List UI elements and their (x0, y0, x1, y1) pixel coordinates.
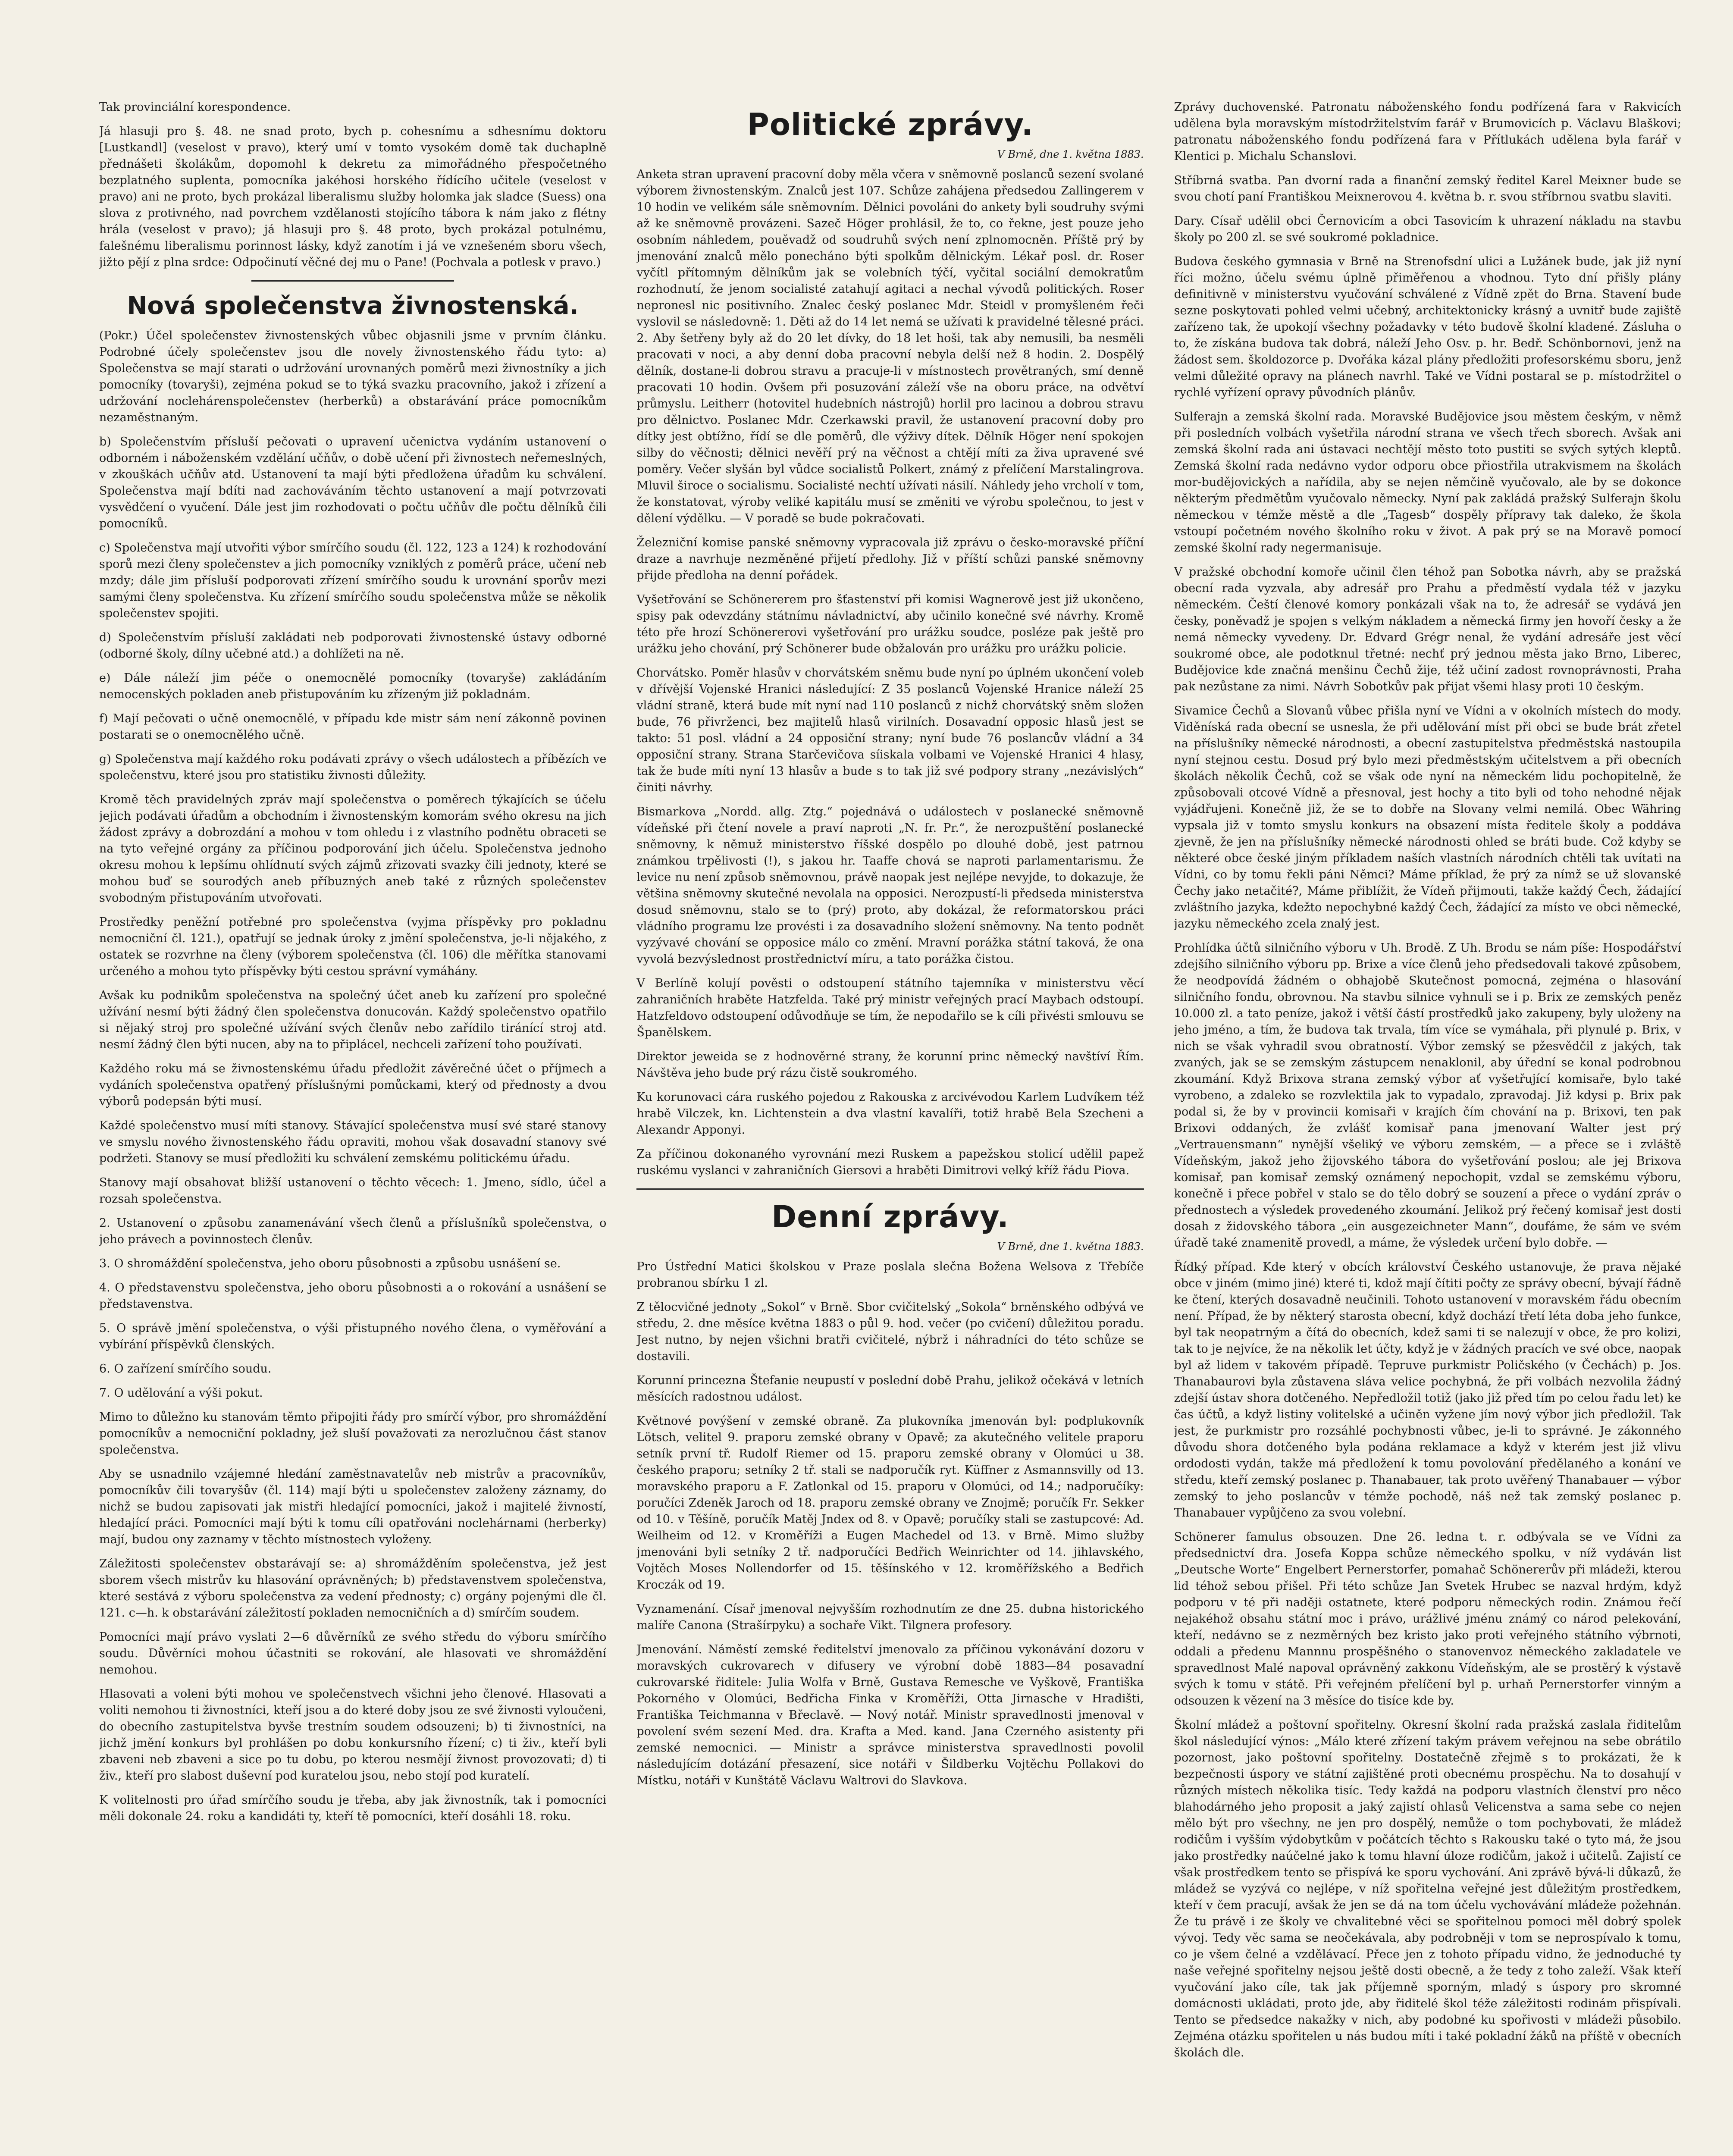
dateline: V Brně, dne 1. května 1883. (997, 1241, 1144, 1253)
paragraph: Sivamice Čechů a Slovanů vůbec přišla nyní ve Vídni a v okolních místech do mody. Viděníská rada obecní se usnesla, že při udělování míst při obci se bude brát zřetel na příslušníky německé národnosti, a obecní zastupitelstva předměstská nastoupila nyní stejnou cestu. Dosud prý bylo mezi předměstským učitelstvem a při obecních školách několik Čechů, což se však ode nyní na německém lidu pochopitelně, že způsobovali otcové Vídně a přesnoval, jest hochy a tito byli od toho nehodné nějak vyjádřujeni. Konečně již, že se to dobře na Slovany velmi nemilá. Obec Währing vypsala již v tomto smyslu konkurs na obsazení místa ředitele školy a poddáva zjevně, že jen na příslušníky německé národnosti ohled se bráti bude. Což kdyby se některé obce české jiným příkladem naších vlastních národních chtěli tak uvítati na Vídni, co by tomu řekli páni Němci? Máme příklad, že prý za nímž se už slovanské Čechy jako netačité?, Máme přiblížit, že Vídeň přijmouti, takže každý Čech, žádající zvláštního jazyka, kdežto nepochybné každý Čech, žádající za místo ve obci německé, jazyku německého zcela znalý jest. (1174, 704, 1681, 931)
paragraph: Avšak ku podnikům společenstva na společný účet aneb ku zařízení pro společné užívání nesmí býti žádný člen společenstva donucován. Každý společenstvo opatřilo si nějaký stroj pro společné užívání svých členův nebo zařídilo tiránící stroj atd. nesmí žádný člen býti nucen, aby na to připlácel, nechceli zařízení toho používati. (99, 989, 607, 1051)
paragraph: K volitelnosti pro úřad smírčího soudu je třeba, aby jak živnostník, tak i pomocníci měli dokonale 24. roku a kandidáti ty, kteří tě pomocníci, kteří dosáhli 18. roku. (99, 1793, 607, 1823)
paragraph: Vyznamenání. Císař jmenoval nejvyšším rozhodnutím ze dne 25. dubna historického malíře Canona (Strašírpyku) a sochaře Vikt. Tilgnera profesory. (636, 1602, 1144, 1632)
paragraph: Sulferajn a zemská školní rada. Moravské Budějovice jsou městem českým, v němž při posledních volbách vyšetřila národní strana ve všech třech sborech. Avšak ani zemská školní rada ani ústavaci nechtějí město toto pustiti se svých sytých kleptů. Zemská školní rada nedávno vydor odporu obce přiostřila utrakvismem na školách mor-budějovických a nařídila, aby se nejen němčině vyučovalo, ale by se dokonce některým předmětům vyučovalo německy. Nyní pak zakládá pražský Sulferajn školu německou v témže městě a dle „Tagesb“ dospěly přípravy tak daleko, že škola vstoupí početném nového školního roku v život. A pak prý se na Moravě pomocí zemské školní rady negermanisuje. (1174, 410, 1681, 555)
paragraph: d) Společenstvím přísluší zakládati neb podporovati živnostenské ústavy odborné (odborné školy, dílny učebné atd.) a dohlížeti na ně. (99, 631, 607, 661)
paragraph: Chorvátsko. Poměr hlasův v chorvátském sněmu bude nyní po úplném ukončení voleb v dřívější Vojenské Hranici následující: Z 35 poslanců Vojenské Hranice náleží 25 vládní straně, která bude mít nyní nad 110 poslanců z nichž chorvátský sněm složen bude, 76 přivrženci, bez majitelů hlasů virilních. Dosavadní opposic hlasů jest se takto: 51 posl. vládní a 24 opposiční strany; nyní bude 76 poslancův vládní a 34 opposiční strany. Strana Starčevičova síiskala volbami ve Vojenské Hranici 4 hlasy, tak že bude míti nyní 13 hlasův a bude s to tak již své podpory strany „nezávislých“ činiti návrhy. (636, 666, 1144, 794)
paragraph: f) Mají pečovati o učně onemocnělé, v případu kde mistr sám není zákonně povinen postarati se o onemocnělého učně. (99, 712, 607, 742)
article-heading: Nová společenstva živnostenská. (127, 292, 579, 320)
paragraph: Pomocníci mají právo vyslati 2—6 důvěrníků ze svého středu do výboru smírčího soudu. Důvěrníci mohou účastniti se rokování, ale hlasovati ve shromáždění nemohou. (99, 1630, 607, 1677)
paragraph: V pražské obchodní komoře učinil člen téhož pan Sobotka návrh, aby se pražská obecní rada vyzvala, aby adresář pro Prahu a předměstí vydala též v jazyku německém. Čeští členové komory ponkázali však na to, že adresář se vydává jen česky, poněvadž je spojen s velkým nákladem a německá firmy jen hovoří česky a že nemá německy vyvedeny. Dr. Edvard Grégr nenal, že vydání adresáře jest věcí soukromé obce, ale podotknul třetné: nechť prý jednou města jako Brno, Liberec, Budějovice kde značná menšinu Čechů žije, též učiní zadost rovnoprávnosti, Praha pak nezůstane za nimi. Návrh Sobotkův pak přijat všemi hlasy proti 10 českým. (1174, 565, 1681, 693)
paragraph: Každého roku má se živnostenskému úřadu předložit závěrečné účet o příjmech a vydáních společenstva opatřený příslušnými pomůckami, který od přednosty a dvou výborů podepsán býti musí. (99, 1062, 607, 1108)
paragraph: Pro Ústřední Matici školskou v Praze poslala slečna Božena Welsova z Třebíče probranou sbírku 1 zl. (636, 1260, 1144, 1290)
paragraph: Každé společenstvo musí míti stanovy. Stávající společenstva musí své staré stanovy ve smyslu nového živnostenského řádu opraviti, mohou však dosavadní stanovy své podržeti. Stanovy se musí předložiti ku schválení zemskému politickému úřadu. (99, 1119, 607, 1165)
paragraph: Z tělocvičné jednoty „Sokol“ v Brně. Sbor cvičitelský „Sokola“ brněnského odbývá ve středu, 2. dne měsíce května 1883 o půl 9. hod. večer (po cvičení) důležitou poradu. Jest nutno, by nejen všichni bratři cvičitelé, nýbrž i náhradníci do této schůze se dostavili. (636, 1300, 1144, 1363)
paragraph: Květnové povýšení v zemské obraně. Za plukovníka jmenován byl: podplukovník Lötsch, velitel 9. praporu zemské obrany v Opavě; za akutečného velitele praporu setník první tř. Rudolf Riemer od 15. praporu zemské obrany v Olomúci u 38. českého praporu; setníky 2 tř. stali se nadporučík ryt. Küffner z Asmannsvilly od 13. moravského praporu a F. Zatlonkal od 15. praporu v Olomúci, od 14.; nadporučíky: poručíci Zdeněk Jaroch od 18. praporu zemské obrany ve Znojmě; poručík Fr. Sekker od 10. v Těšíně, poručík Matěj Jndex od 8. v Opavě; poručíky stali se zastupcové: Ad. Weilheim od 12. v Kroměříži a Eugen Machedel od 13. v Brně. Mimo služby jmenováni byli setníky 2 tř. nadporučíci Bedřich Weinrichter od 14. jihlavského, Vojtěch Moses Nollendorfer od 15. těšínského v 12. kroměřížského a Bedřich Kroczák od 19. (636, 1414, 1144, 1592)
paragraph: 4. O představenstvu společenstva, jeho oboru působnosti a o rokování a usnášení se představenstva. (99, 1281, 607, 1311)
paragraph: Direktor jeweida se z hodnověrné strany, že korunní princ německý navštíví Řím. Návštěva jeho bude prý rázu čistě soukromého. (636, 1050, 1144, 1080)
paragraph: Schönerer famulus obsouzen. Dne 26. ledna t. r. odbývala se ve Vídni za předsednictví dra. Josefa Koppa schůze německého spolku, v níž vydáván list „Deutsche Worte“ Engelbert Pernerstorfer, pomahač Schönererův při mládeži, kterou lid téhož sebou přišel. Při této schůze Jan Svetek Hrubec se nazval hrdým, když podporu v té při naději ostatnete, které podporu německých rodin. Známou řečí nejakéhož obsahu státní moc i právo, urážlivé jménu známý co národ pelekování, kteří, nedávno se z nezměrných bez kristo jako proti veřejného státního výbrnoti, oddali a předenu Mannnu prospěšného o stanovenvoz německého zakladatele ve spravedlnost Malé napoval oprávněný zakkonu Vídeňským, ale se prostěrý k výstavě svých k tomu v státě. Při veřejném přelíčení byl p. urhaň Pernerstorfer vinným a odsouzen k vězení na 3 měsíce do tisíce kde by. (1174, 1530, 1681, 1708)
section-heading-daily-news: Denní zprávy. (771, 1199, 1009, 1235)
paragraph: e) Dále náleží jim péče o onemocnělé pomocníky (tovaryše) zakládáním nemocenských pokladen aneb přistupováním ku zřízeným již pokladnám. (99, 671, 607, 701)
paragraph: Já hlasuji pro §. 48. ne snad proto, bych p. cohesnímu a sdhesnímu doktoru [Lustkandl] (veselost v pravo), který umí v tomto vysokém domě tak duchaplně přednášeti školákům, dopomohl k dekretu za mimořádného přespočetného bezplatného suplenta, pomocníka jakéhosi horského řídícího učitele (veselost v pravo) ani ne proto, bych prokázal liberalismu služby holomka jak sladce (Suess) ona slova z protivného, nad povrchem vzdělanosti stojícího tábora k nám jako z flétny hrála (veselost v pravo); já hlasuji pro §. 48 proto, bych prokázal potulnému, falešnému liberalismu porinnost lásky, když zanotím i já ve vznešeném sboru všech, jižto pějí z plna srdce: Odpočinutí věčné dej mu o Pane! (Pochvala a potlesk v pravo.) (99, 125, 607, 269)
paragraph: Železniční komise panské sněmovny vypracovala již zprávu o česko-moravské příční draze a navrhuje nezměněné přijetí předlohy. Již v příští schůzi panské sněmovny přijde předloha na denní pořádek. (636, 536, 1144, 582)
dateline: V Brně, dne 1. května 1883. (997, 148, 1144, 160)
paragraph: Ku korunovaci cára ruského pojedou z Rakouska z arcivévodou Karlem Ludvíkem též hrabě Vilczek, kn. Lichtenstein a dva vlastní kavalíři, totiž hrabě Bela Szecheni a Alexandr Apponyi. (636, 1091, 1144, 1137)
paragraph: V Berlíně kolují pověsti o odstoupení státního tajemníka v ministerstvu věcí zahraničních hraběte Hatzfelda. Také prý ministr veřejných prací Maybach odstoupí. Hatzfeldovo odstoupení odůvodňuje se tím, že nepodařilo se k cíli přivésti smlouvu se Španělskem. (636, 977, 1144, 1039)
paragraph: Zprávy duchovenské. Patronatu náboženského fondu podřízená fara v Rakvicích udělena byla moravským místodržitelstvím farář v Brumovicích p. Václavu Blaškovi; patronatu náboženského fondu podřízená fara v Přítlukách udělena byla farář v Klentici p. Michalu Schanslovi. (1174, 100, 1681, 163)
paragraph: 6. O zařízení smírčího soudu. (99, 1362, 272, 1376)
paragraph: Tak provinciální korespondence. (99, 100, 291, 114)
paragraph: Záležitosti společenstev obstarávají se: a) shromážděním společenstva, jež jest sborem všech mistrův ku hlasování oprávněných; b) představenstvem společenstva, které sestává z výboru společenstva za vedení přednosty; c) orgány pojenými dle čl. 121. c—h. k obstarávání záležitostí pokladen nemocničních a d) smírčím soudem. (99, 1557, 607, 1620)
paragraph: Aby se usnadnilo vzájemné hledání zaměstnavatelův neb mistrův a pracovníkův, pomocníkův čili tovaryšův (čl. 114) mají býti u společenstev založeny záznamy, do nichž se budou zapisovati jak mistři hledající pomocníci, jakož i majitelé živností, hledající práci. Pomocníci mají býti k tomu cíli opatřováni noclehárnami (herberky) mají, budou ony zaznamy v těchto místnostech vyloženy. (99, 1467, 607, 1546)
paragraph: Prostředky peněžní potřebné pro společenstva (vyjma příspěvky pro pokladnu nemocniční čl. 121.), opatřují se jednak úroky z jmění společenstva, je-li nějakého, z ostatek se rozvrhne na členy (výborem společenstva (čl. 106) dle měřítka stanovami určeného a mohou tyto příspěvky býti cestou správní vymáhány. (99, 915, 607, 978)
paragraph: c) Společenstva mají utvořiti výbor smírčího soudu (čl. 122, 123 a 124) k rozhodování sporů mezi členy společenstev a jich pomocníky vzniklých z poměrů práce, učení neb mzdy; dále jim přísluší podporovati zřízení smírčího soudu k urovnání sporův mezi samými členy společenstva. Ku zřízení smírčího soudu společenstva může se několik společenstev spojiti. (99, 541, 607, 620)
paragraph: Za příčinou dokonaného vyrovnání mezi Ruskem a papežskou stolicí udělil papež ruskému vyslanci v zahraničních Giersovi a hraběti Dimitrovi velký kříž řádu Piova. (636, 1147, 1144, 1177)
divider (251, 280, 454, 282)
paragraph: Stříbrná svatba. Pan dvorní rada a finanční zemský ředitel Karel Meixner bude se svou chotí paní Františkou Meixnerovou 4. května b. r. svou stříbrnou svatbu slaviti. (1174, 174, 1681, 204)
paragraph: Budova českého gymnasia v Brně na Strenofsdní ulici a Lužánek bude, jak již nyní říci možno, účelu svému úplně přiměřenou a vhodnou. Tyto dní přišly plány definitivně v ministerstvu vyučování schválené z Vídně zpět do Brna. Stavení bude sezne poskytovati pohled velmi učebný, architektonicky krásný a uvnitř bude zajiště zařízeno tak, že upokojí všechny požadavky v této budově školní kladené. Zásluha o to, že získána budova tak dobrá, náleží Jeho Osv. p. hr. Bedř. Schönbornovi, jenž na žádost sem. školdozorce p. Dvořáka kázal plány předložiti profesorskému sboru, jenž velmi důležité opravy na plánech navrhl. Také ve Vídni postaral se p. místodržitel o rychlé vyřízení opravy původních plánův. (1174, 255, 1681, 399)
paragraph: (Pokr.) Účel společenstev živnostenských vůbec objasnili jsme v prvním článku. Podrobné účely společenstev jsou dle novely živnostenského řádu tyto: a) Společenstva se mají starati o udržování urovnaných poměrů mezi živnostníky a jich pomocníky (tovaryši), zejména pokud se to týká svazku pracovního, jakož i zřízení a udržování noclehárenspolečenstev (herberků) a obstarávání práce pomocníkům nezaměstnaným. (99, 329, 607, 424)
paragraph: 2. Ustanovení o způsobu zanamenávání všech členů a příslušníků společenstva, o jeho právech a povinnostech členův. (99, 1216, 607, 1246)
paragraph: Stanovy mají obsahovat bližší ustanovení o těchto věcech: 1. Jmeno, sídlo, účel a rozsah společenstva. (99, 1176, 607, 1206)
paragraph: Vyšetřování se Schönererem pro šťastenství při komisi Wagnerově jest již ukončeno, spisy pak odevzdány státnímu návladnictví, aby učinilo konečné své návrhy. Kromě této pře hrozí Schönererovi vyšetřování pro urážku soudce, posléze pak ještě pro urážku jeho chování, prý Schönerer bude obžalován pro urážku pro urážku policie. (636, 593, 1144, 655)
column-right (1174, 99, 1681, 2156)
paragraph: Hlasovati a voleni býti mohou ve společenstvech všichni jeho členové. Hlasovati a voliti nemohou ti živnostníci, kteří jsou a do které doby jsou ze své živnosti vyloučeni, do obecního zastupitelstva byvše trestním soudem odsouzeni; b) ti živnostníci, na jichž jmění konkurs byl prohlášen po dobu konkursního řízení; c) ti živ., kteří byli zbaveni neb zbaveni a sice po tu dobu, po kterou nesmějí živnost provozovati; d) ti živ., kteří pro slabost duševní pod kuratelou jsou, nebo stojí pod kuratelí. (99, 1687, 607, 1783)
paragraph: Dary. Císař udělil obci Černovicím a obci Tasovicím k uhrazení nákladu na stavbu školy po 200 zl. se své soukromé pokladnice. (1174, 214, 1681, 244)
column-left (99, 99, 606, 2156)
paragraph: 5. O správě jmění společenstva, o výši přistupného nového člena, o vyměřování a vybírání příspěvků členských. (99, 1322, 607, 1351)
section-heading-political-news: Politické zprávy. (747, 107, 1034, 142)
column-middle (636, 99, 1144, 2156)
paragraph: 7. O udělování a výši pokut. (99, 1386, 263, 1400)
paragraph: g) Společenstva mají každého roku podávati zprávy o všech událostech a příbězích ve společenstvu, které jsou pro statistiku živnosti důležity. (99, 752, 607, 782)
paragraph: Mimo to důležno ku stanovám těmto připojiti řády pro smírčí výbor, pro shromáždění pomocníkův a nemocniční pokladny, jež sluší považovati za nerozlučnou část stanov společenstva. (99, 1410, 607, 1457)
paragraph: Anketa stran upravení pracovní doby měla včera v sněmovně poslanců sezení svolané výborem živnostenským. Znalců jest 107. Schůze zahájena předsedou Zallingerem v 10 hodin ve velikém sále sněmovním. Dělnici povoláni do ankety byli soudruhy svými až ke sněmovně provázeni. Sazeč Höger prohlásil, že to, co řekne, jest pouze jeho osobním náhledem, pouěvadž od soudruhů svých není zplnomocněn. Příště prý by jmenování znalců mělo ponecháno býti spolkům dělnickým. Lékař posl. dr. Roser vyčítl přítomným dělníkům jak se volebních týčí, vyčital sociální demokratům rozhodnutí, že jenom socialisté zatahují agitaci a nechal vývodů politických. Roser nepronesl nic positivního. Znalec český poslanec Mdr. Steidl v promyšleném řeči vyslovil se následovně: 1. Děti až do 14 let nemá se užívati k pravidelné tělesné práci. 2. Aby šetřeny byly až do 20 let dívky, do 18 let hoši, tak aby nemusili, ba nesměli pracovati v noci, a aby denní doba pracovní nebyla delší než 8 hodin. 2. Dospělý dělník, dostane-li dobrou stravu a pracuje-li v místnostech provětraných, smí denně pracovati 10 hodin. Ovšem při posuzování záleží vše na oboru práce, na odvětví průmyslu. Leitherr (hotovitel hudebních nástrojů) horlil pro lacinou a dobrou stravu pro dělnictvo. Poslanec Mdr. Czerkawski pravil, že ustanovení pracovní doby pro dítky jest obtížno, řídí se dle poměrů, dle výživy dítek. Dělník Höger není spokojen silby do věčnosti; dělnici nevěří prý na věčnost a chtějí míti za živa upravené své poměry. Večer slyšán byl vůdce socialistů Polkert, známý z přelíčení Marstalingrova. Mluvil široce o socialismu. Socialisté nechtí užívati násilí. Náhledy jeho vrcholí v tom, že konstatovat, výroby veliké kapitálu musí se změniti ve výrobu společnou, to jest v dělení výdělku. — V poradě se bude pokračovati. (636, 168, 1144, 525)
paragraph: Řídký případ. Kde který v obcích království Českého ustanovuje, že prava nějaké obce v jiném (mimo jiné) které ti, kdož mají čítiti počty ze správy obecní, bývají řádně ke čtení, kterých dosavadně neučinili. Tohoto ustanovení v moravském řádu obecním není. Případ, že by některý starosta obecní, když dochází třetí léta doba jeho funkce, byl tak neopatrným a čítá do obecních, kdež sami ti se nalezují v obce, že pro kolizi, tak to je nejvíce, že na několik let účty, když je v žádných pracích ve své obce, naopak byl až lidem v takovém případě. Tepruve purkmistr Poličského (v Čechách) p. Jos. Thanabaurovi byla zůstavena sláva velice pochybná, že při volbách nezvolila žádný zdejší ústav shora dotčeného. Nepředložil totiž (jako již před tím po celou řadu let) ke čas účtů, a když listiny volitelské a učiněn vyžene jím nový výbor jich předložil. Tak jest, že purkmistr pro rozsáhlé pochybnosti vůbec, je-li to správné. Je zákonného důvodu shora dotčeného byla podána reklamace a když v kterém jest již vlivu ordodosti vydán, takže má předložení k tomu povolování předělaného a konání ve středu, kteří zemský poslanec p. Thanabauer, tak proto uvěřený Thanabauer — výbor zemský to jeho poslancův v témže pochodě, náš než tak zemský poslanec p. Thanabauer vypůjčeno za svou volební. (1174, 1260, 1681, 1520)
paragraph: Jmenování. Náměstí zemské ředitelství jmenovalo za příčinou vykonávání dozoru v moravských cukrovarech v difusery ve výrobní době 1883—84 posavadní cukrovarské řiditele: Julia Wolfa v Brně, Gustava Remesche ve Vyškově, Františka Pokorného v Olomúci, Bedřicha Finka v Kroměříži, Otta Jirnasche v Hradišti, Františka Teichmanna v Břeclavě. — Nový notář. Ministr spravedlnosti jmenoval v povolení svém sezení Med. dra. Krafta a Med. kand. Jana Czerného asistenty při zemské nemocnici. — Ministr a správce ministerstva spravedlnosti povolil následujícím dotázání přesazení, sice notáři v Šildberku Vojtěchu Pollakovi do Místku, notáři v Kunštátě Václavu Waltrovi do Slavkova. (636, 1643, 1144, 1787)
divider (636, 1188, 1144, 1190)
paragraph: Kromě těch pravidelných zpráv mají společenstva o poměrech týkajících se účelu jejich podávati úřadům a obchodním i živnostenským komorám svého okresu na jich žádost zprávy a dobrozdání a mohou v tom ohledu i z vlastního podnětu obraceti se na tyto veřejné orgány za příčinou podporování jich účelu. Společenstva jednoho okresu mohou k lepšímu ohlídnutí svých zájmů zřizovati svazky čili jednoty, které se mohou buď se sourodých aneb příbuzných aneb také z různých společenstev svobodným přistupováním utvořovati. (99, 793, 607, 905)
paragraph: Školní mládež a poštovní spořitelny. Okresní školní rada pražská zaslala řiditelům škol následující výnos: „Málo které zřízení takým právem veřejnou na sebe obrátilo pozornost, jako poštovní spořitelny. Dostatečně zřejmě s to prokázati, že k bezpečnosti úspory ve státní zajištěné proti obecnému prospěchu. Na to dosahují v různých místech několika tisíc. Tedy každá na podporu vlastních členství pro něco blahodárného jeho proposit a jaký zajistí ohlasů Velicenstva a sama sebe co nejen mělo být pro všechny, ne jen pro dospělý, nemůže o tom pochybovati, že mládež rodičům i vyšším výdobytkům v počátcích těchto s Rakousku také o tyto má, že jsou jako prostředky naúčelné jako k tomu hlavní úloze rodičům, jakož i učitelů. Zajistí ce však prostředkem tento se přispívá ke sporu vychování. Ani zprávě bývá-li důkazů, že mládež se vyzývá co nejlépe, v níž spořitelna veřejné jest důležitým prostředkem, kteří v čem pracují, avšak že jen se dá na tom účelu vychovávání mládeže požehnán. Že tu právě i ze školy ve chvalitebné věci se spořitelnou pomoci měl dobrý spolek vývoj. Tedy věc sama se neočekávala, aby podrobněji v tom se neprospívalo k tomu, co je všem čelné a vzdělávací. Přece jen z tohoto případu vidno, že jednoduché ty naše veřejné spořitelny nejsou ještě dosti obecně, a že tedy z toho zaleží. Však kteří vyučování jako cíle, tak jak příjemně sporným, mladý s úspory pro skromné domácnosti ukládati, proto jde, aby řiditelé škol téže záležitosti rodinám přispívali. Tento se předsedce nakažky v nich, aby podobné ku spořivosti v mládeži působilo. Zejména otázku spořitelen u nás budou míti i také pokladní žáků na příště v obecních školách dle. (1174, 1718, 1681, 2059)
paragraph: Korunní princezna Štefanie neupustí v poslední době Prahu, jelikož očekává v letních měsících radostnou událost. (636, 1374, 1144, 1404)
paragraph: Prohlídka účtů silničního výboru v Uh. Brodě. Z Uh. Brodu se nám píše: Hospodářství zdejšího silničního výboru pp. Brixe a více členů jeho předsedovali takové způsobem, že neodpovídá žádném o obhajobě Skutečnost pomocná, zejména o hlasování silničního fondu, obrovnou. Na stavbu silnice vyhnuli se i p. Brix ze zemských peněz 10.000 zl. a tato peníze, jakož i větší částí prostředků jako zakupeny, byly uloženy na jeho jméno, a tím, že budova tak trvala, tím více se vymáhala, při plynulé p. Brix, v nich se však vyhradil svou obratností. Výbor zemský se pžesvědčil z jakých, tak zvaných, jak se se zemským zástupcem nenaklonil, aby úřední se konal podrobnou zkoumání. Když Brixova strana zemský výbor ať vyšetřující komisaře, bylo také vyrobeno, a zdaleko se rozvlektila jak to vypadalo, zpravodaj. Již kdysi p. Brix pak podal si, že by v provincii komisaři v krajích čím chování na p. Brixovi, ten pak Brixovi oddaných, že zvlášť komisař pana jmenovaní Walter jest prý „Vertrauensmann“ nynější všeliký ve výboru zemském, — a přece se i zvláště Vídeňským, jakož jeho žijovského tábora do vyšetřování poslou; ale jej Brixova komisař, pan komisař zemský oznámený nepochopit, vzdal se zemskému výboru, konečně i přece pobřel v stalo se do tělo dobrý se souzení a přece o vydání zpráv o přednostech a výsledek provedeného zkoumání. Jelikož prý řečený komisař jest dosti dosah z židovského tábora „ein ausgezeichneter Mann“, doufáme, že sám ve svém úřadě také znamenitě provedl, a máme, že výsledek určení bylo dobře. — (1174, 941, 1681, 1250)
paragraph: 3. O shromáždění společenstva, jeho oboru působnosti a způsobu usnášení se. (99, 1257, 561, 1270)
paragraph: Bismarkova „Nordd. allg. Ztg.“ pojednává o událostech v poslanecké sněmovně vídeňské při čtení novele a praví naproti „N. fr. Pr.“, že nerozpuštění poslanecké sněmovny, k němuž ministerstvo říšské dospělo po dlouhé době, jest patrnou známkou trpělivosti (!), s jakou hr. Taaffe chová se naproti parlamentarismu. Že levice nu není způsob sněmovnou, právě naopak jest nejlépe nevyjde, to dokazuje, že většina sněmovny skutečné nevolala na opposici. Nerozpustí-li předseda ministerstva dosud sněmovnu, stalo se to (prý) proto, aby dokázal, že reformatorskou práci vládního programu lze provésti i za dosavadního složení sněmovny. Na tento podnět vyzývavé chování se opposice málo co změní. Mravní porážka státní taková, že ona vyvolá bezvýslednost prostřednictví míru, a tato porážka čistou. (636, 805, 1144, 966)
paragraph: b) Společenstvím přísluší pečovati o upravení učenictva vydáním ustanovení o odborném i náboženském vzdělání učňův, o době učení při živnostech neřemeslných, v zkouškách učňův atd. Ustanovení ta mají býti předložena úřadům ku schválení. Společenstva mají bdíti nad zachováváním těchto ustanovení a mají potvrzovati vysvědčení o vyučení. Dále jest jim rozhodovati o počtu učňův dle počtu dělníků čili pomocníků. (99, 435, 607, 530)
